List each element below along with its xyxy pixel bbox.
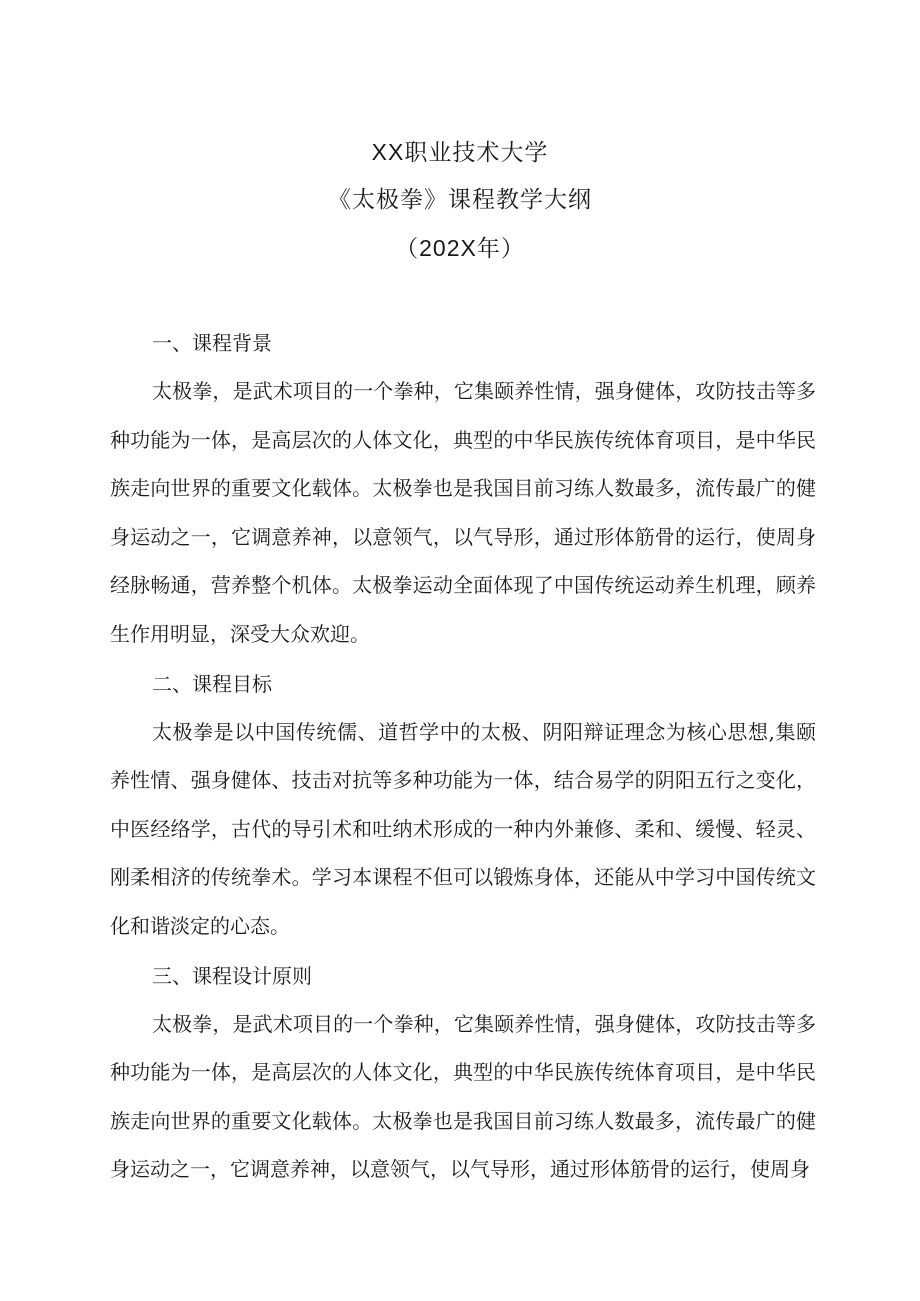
course-title: 《太极拳》课程教学大纲 <box>328 187 592 213</box>
section-paragraph-background: 太极拳，是武术项目的一个拳种，它集颐养性情，强身健体，攻防技击等多种功能为一体，是高层次的人体文化，典型的中华民族传统体育项目，是中华民族走向世界的重要文化载体。太极拳也是我国目前习练人数最多，流传最广的健身运动之一，它调意养神，以意领气，以气导形，通过形体筋骨的运行，使周身经脉畅通，营养整个机体。太极拳运动全面体现了中国传统运动养生机理，顾养生作用明显，深受大众欢迎。 <box>110 379 816 646</box>
section-paragraph-objectives: 太极拳是以中国传统儒、道哲学中的太极、阴阳辩证理念为核心思想,集颐养性情、强身健体、技击对抗等多种功能为一体，结合易学的阴阳五行之变化，中医经络学，古代的导引术和吐纳术形成的一种内外兼修、柔和、缓慢、轻灵、刚柔相济的传统拳术。学习本课程不但可以锻炼身体，还能从中学习中国传统文化和谐淡定的心态。 <box>110 719 816 938</box>
document-year: （202X年） <box>395 235 525 261</box>
section-heading-background: 一、课程背景 <box>152 331 272 355</box>
section-heading-design-principles: 三、课程设计原则 <box>152 963 312 988</box>
section-heading-objectives: 二、课程目标 <box>152 671 272 696</box>
university-name: XX职业技术大学 <box>371 139 549 165</box>
section-paragraph-design-principles: 太极拳，是武术项目的一个拳种，它集颐养性情，强身健体，攻防技击等多种功能为一体，是高层次的人体文化，典型的中华民族传统体育项目，是中华民族走向世界的重要文化载体。太极拳也是我国目前习练人数最多，流传最广的健身运动之一，它调意养神，以意领气，以气导形，通过形体筋骨的运行，使周身 <box>110 1011 816 1182</box>
document-body <box>110 318 816 1194</box>
title-block <box>0 128 920 272</box>
